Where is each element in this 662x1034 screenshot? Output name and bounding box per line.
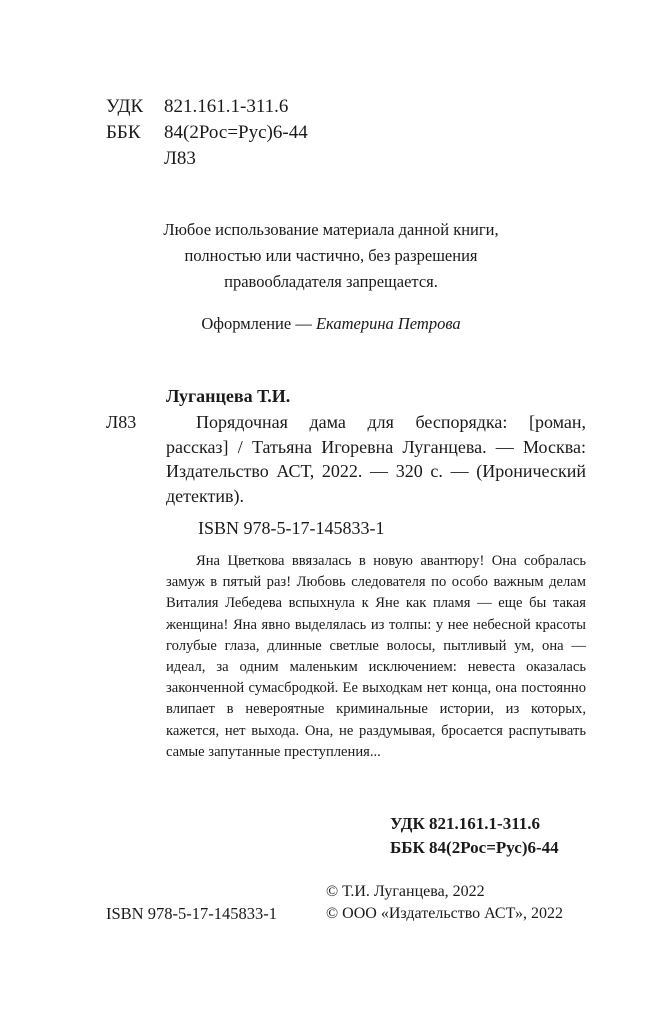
footer-isbn: ISBN 978-5-17-145833-1 [106, 904, 277, 923]
notice-line-3: правообладателя запрещается. [224, 272, 438, 291]
copyright-publisher: © ООО «Издательство АСТ», 2022 [326, 905, 563, 922]
footer-bbk: ББК 84(2Рос=Рус)6-44 [390, 838, 559, 857]
footer-udk: УДК 821.161.1-311.6 [390, 814, 541, 833]
bbk-value: 84(2Рос=Рус)6-44 [164, 122, 308, 143]
author-mark: Л83 [164, 148, 196, 169]
bbk-row [106, 120, 308, 146]
bbk-label: ББК [106, 122, 141, 143]
notice-line-2: полностью или частично, без разрешения [184, 246, 478, 265]
copyright-notice [120, 217, 542, 295]
udk-row [106, 94, 288, 120]
isbn-record: ISBN 978-5-17-145833-1 [198, 518, 385, 538]
author-mark-row [106, 146, 196, 172]
copyright-block [326, 881, 563, 925]
author-mark-left: Л83 [106, 412, 137, 432]
design-credit [120, 311, 542, 337]
bibliographic-description: Порядочная дама для беспорядка: [роман, рассказ] / Татьяна Игоревна Луганцева. — Москва: Издательство АСТ, 2022. — 320 с. — (Иронический детектив). [166, 412, 586, 506]
udk-value: 821.161.1-311.6 [164, 96, 289, 117]
annotation-paragraph: Яна Цветкова ввязалась в новую авантюру! Она собралась замуж в пятый раз! Любовь следователя по особо важным делам Виталия Лебедева вспыхнула к Яне как пламя — еще бы такая женщина! Яна явно выделялась из толпы: у нее небесной красоты голубые глаза, длинные светлые волосы, пытливый ум, она — идеал, за одним маленьким исключением: невеста оказалась законченной сумасбродкой. Ее выходкам нет конца, она постоянно влипает в невероятные криминальные истории, из которых, кажется, нет выхода. Она, не раздумывая, бросается распутывать самые запутанные преступления... [166, 553, 586, 760]
notice-line-1: Любое использование материала данной книги, [163, 220, 499, 239]
footer-codes [390, 812, 559, 860]
udk-label: УДК [106, 96, 144, 117]
design-label: Оформление — [201, 314, 312, 333]
designer-name: Екатерина Петрова [315, 314, 461, 333]
author-heading: Луганцева Т.И. [166, 386, 291, 406]
copyright-author: © Т.И. Луганцева, 2022 [326, 883, 485, 900]
